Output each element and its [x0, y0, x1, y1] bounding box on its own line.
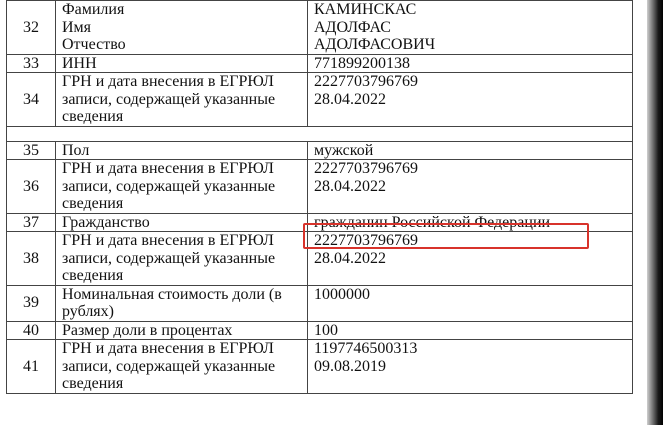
field-value: 1000000 [308, 285, 633, 321]
row-number: 41 [7, 340, 56, 394]
egrul-table [6, 0, 633, 394]
field-name: Размер доли в процентах [56, 321, 308, 340]
field-value: мужской [308, 141, 633, 160]
table-row [7, 1, 633, 55]
field-value: 2227703796769 28.04.2022 [308, 160, 633, 214]
table-row [7, 141, 633, 160]
table-row [7, 73, 633, 127]
section-divider [7, 126, 633, 141]
row-number: 39 [7, 285, 56, 321]
field-name: ГРН и дата внесения в ЕГРЮЛ записи, содержащей указанные сведения [56, 232, 308, 286]
row-number: 33 [7, 54, 56, 73]
row-number: 32 [7, 1, 56, 55]
field-value: 2227703796769 28.04.2022 [308, 73, 633, 127]
field-name: ГРН и дата внесения в ЕГРЮЛ записи, содержащей указанные сведения [56, 160, 308, 214]
field-value: 1197746500313 09.08.2019 [308, 340, 633, 394]
table-row [7, 160, 633, 214]
table-row [7, 54, 633, 73]
row-number: 35 [7, 141, 56, 160]
field-name: Пол [56, 141, 308, 160]
row-number: 37 [7, 213, 56, 232]
highlight-box [303, 223, 589, 249]
field-value: КАМИНСКАС АДОЛФАС АДОЛФАСОВИЧ [308, 1, 633, 55]
row-number: 38 [7, 232, 56, 286]
field-name: ИНН [56, 54, 308, 73]
field-value: 771899200138 [308, 54, 633, 73]
table-row [7, 321, 633, 340]
screen-edge-shadow [647, 0, 663, 425]
field-name: ГРН и дата внесения в ЕГРЮЛ записи, содержащей указанные сведения [56, 340, 308, 394]
field-value: 100 [308, 321, 633, 340]
section-divider-row [7, 126, 633, 141]
field-name: ГРН и дата внесения в ЕГРЮЛ записи, содержащей указанные сведения [56, 73, 308, 127]
field-name: Гражданство [56, 213, 308, 232]
field-name: Номинальная стоимость доли (в рублях) [56, 285, 308, 321]
row-number: 36 [7, 160, 56, 214]
field-value-highlighted: гражданин Российской Федерации [308, 213, 633, 232]
row-number: 34 [7, 73, 56, 127]
table-row [7, 285, 633, 321]
table-row [7, 340, 633, 394]
row-number: 40 [7, 321, 56, 340]
field-value: 2227703796769 28.04.2022 [308, 232, 633, 286]
field-name: Фамилия Имя Отчество [56, 1, 308, 55]
